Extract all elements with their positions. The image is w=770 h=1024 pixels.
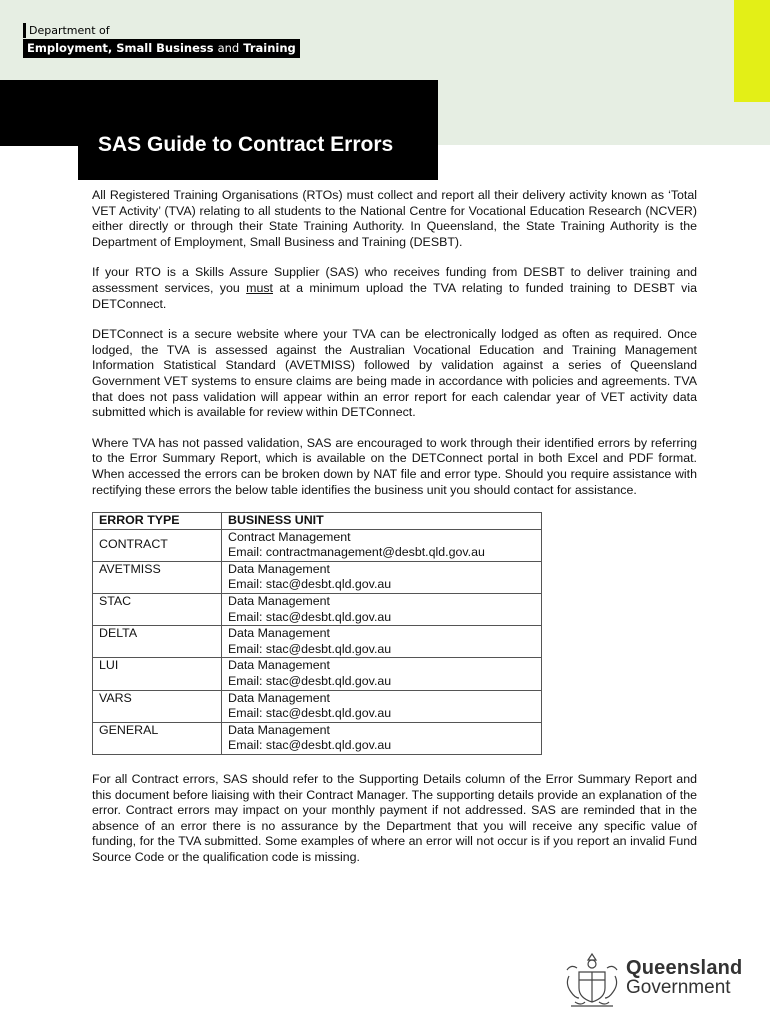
error-contact-table	[92, 512, 542, 755]
accent-tab	[734, 0, 770, 102]
email: Email: contractmanagement@desbt.qld.gov.au	[228, 545, 485, 560]
error-type: GENERAL	[93, 722, 222, 754]
error-type: STAC	[93, 594, 222, 626]
error-type: CONTRACT	[93, 529, 222, 561]
error-type: LUI	[93, 658, 222, 690]
intro-paragraph: All Registered Training Organisations (RTOs) must collect and report all their delivery activity known as ‘Total VET Activity’ (TVA) relating to all students to the National Centre for Vocational Education Research (NCVER) either directly or through their State Training Authority. In Queensland, the State Training Authority is the Department of Employment, Small Business and Training (DESBT).	[92, 188, 697, 249]
error-type: DELTA	[93, 626, 222, 658]
business-unit: Data Management Email: stac@desbt.qld.gov.au	[222, 626, 542, 658]
closing-paragraph: For all Contract errors, SAS should refer to the Supporting Details column of the Error Summary Report and this document before liaising with their Contract Manager. The supporting details provide an explanation of the error. Contract errors may impact on your monthly payment if not addressed. SAS are reminded that in the absence of an error there is no assurance by the Department that you will receive any specific value of funding, for the TVA submitted. Some examples of where an error will not occur is if you report an invalid Fund Source Code or the qualification code is missing.	[92, 772, 697, 864]
validation-paragraph: Where TVA has not passed validation, SAS are encouraged to work through their identified errors by referring to the Error Summary Report, which is available on the DETConnect portal in both Excel and PDF format. When accessed the errors can be broken down by NAT file and error type. Should you require assistance with rectifying these errors the below table identifies the business unit you should contact for assistance.	[92, 435, 697, 497]
header-business-unit: BUSINESS UNIT	[222, 513, 542, 530]
business-unit: Contract Management Email: contractmanagement@desbt.qld.gov.au	[222, 529, 542, 561]
table-row	[93, 690, 542, 722]
email: Email: stac@desbt.qld.gov.au	[228, 641, 392, 656]
email: Email: stac@desbt.qld.gov.au	[228, 609, 392, 624]
table-row	[93, 594, 542, 626]
sas-paragraph: If your RTO is a Skills Assure Supplier (SAS) who receives funding from DESBT to deliver training and assessment services, you must at a minimum upload the TVA relating to funded training to DESBT via DETConnect.	[92, 265, 697, 311]
business-unit: Data Management Email: stac@desbt.qld.gov.au	[222, 690, 542, 722]
detconnect-paragraph: DETConnect is a secure website where your TVA can be electronically lodged as often as required. Once lodged, the TVA is assessed against the Australian Vocational Education and Training Management Information Statistical Standard (AVETMISS) followed by validation against a series of Queensland Government VET systems to ensure claims are being made in accordance with policies and agreements. TVA that does not pass validation will appear within an error report for each calendar year of VET activity data submitted which is available for review within DETConnect.	[92, 327, 697, 420]
document-body	[92, 188, 697, 881]
email: Email: stac@desbt.qld.gov.au	[228, 738, 392, 753]
error-type: VARS	[93, 690, 222, 722]
business-unit: Data Management Email: stac@desbt.qld.gov.au	[222, 722, 542, 754]
table-row	[93, 722, 542, 754]
table-header-row	[93, 513, 542, 530]
table-row	[93, 529, 542, 561]
queensland-wordmark: Queensland Government	[626, 957, 743, 998]
business-unit: Data Management Email: stac@desbt.qld.gov.au	[222, 658, 542, 690]
table-row	[93, 561, 542, 593]
business-unit: Data Management Email: stac@desbt.qld.gov.au	[222, 594, 542, 626]
table-row	[93, 626, 542, 658]
header-error-type: ERROR TYPE	[93, 513, 222, 530]
email: Email: stac@desbt.qld.gov.au	[228, 706, 392, 721]
email: Email: stac@desbt.qld.gov.au	[228, 674, 392, 689]
email: Email: stac@desbt.qld.gov.au	[228, 577, 392, 592]
error-type: AVETMISS	[93, 561, 222, 593]
page-title: SAS Guide to Contract Errors	[98, 133, 394, 156]
coat-of-arms-icon	[563, 950, 621, 1012]
department-logo	[23, 21, 300, 58]
business-unit: Data Management Email: stac@desbt.qld.gov.au	[222, 561, 542, 593]
department-prefix: Department of	[23, 23, 113, 38]
department-name: Employment, Small Business and Training	[23, 39, 300, 58]
table-row	[93, 658, 542, 690]
